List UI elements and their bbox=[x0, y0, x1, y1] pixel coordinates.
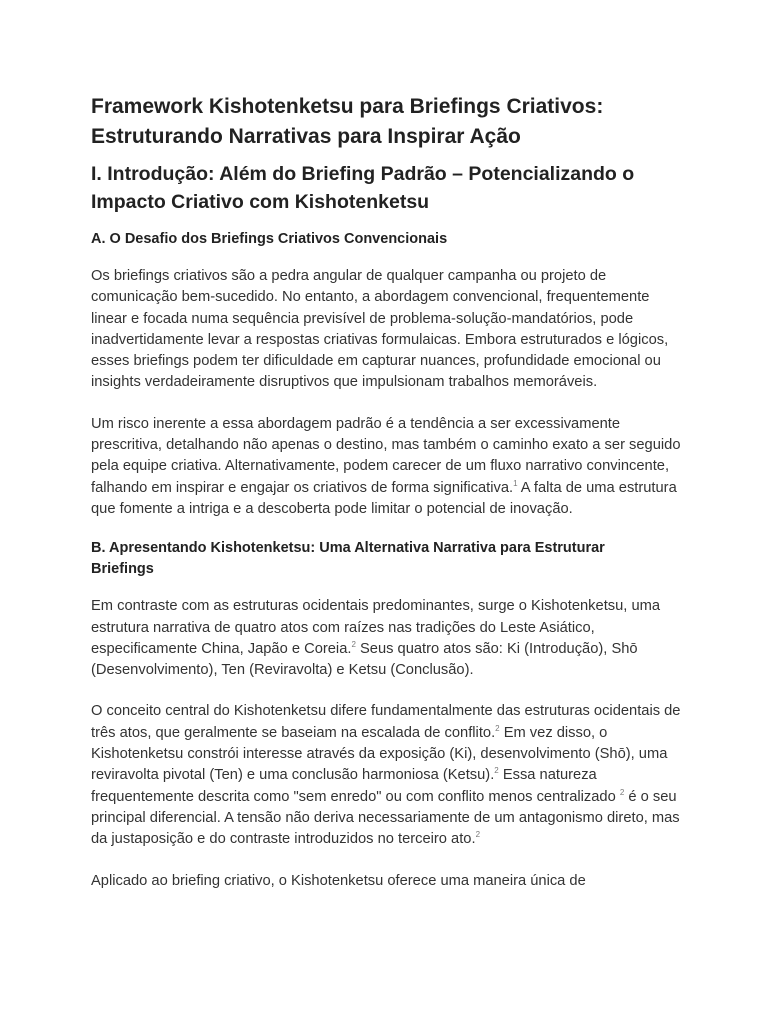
subsection-a-heading: A. O Desafio dos Briefings Criativos Convencionais bbox=[91, 231, 448, 247]
text-run: Em vez disso, o Kishotenketsu constrói interesse através da exposição (Ki), desenvolvimento (Shō), uma reviravolta pivotal (Ten) e uma conclusão harmoniosa (Ketsu). bbox=[91, 724, 668, 784]
text-run: Seus quatro atos são: Ki (Introdução), Shō (Desenvolvimento), Ten (Reviravolta) e Ketsu (Conclusão). bbox=[91, 640, 638, 679]
footnote-ref[interactable]: 2 bbox=[494, 766, 499, 776]
text-run: O conceito central do Kishotenketsu difere fundamentalmente das estruturas ocidentais de três atos, que geralmente se baseiam na escalada de conflito. bbox=[91, 703, 681, 741]
subsection-b-paragraph-2 bbox=[91, 701, 681, 850]
text-run: A falta de uma estrutura que fomente a intriga e a descoberta pode limitar o potencial de inovação. bbox=[91, 479, 677, 517]
footnote-ref[interactable]: 1 bbox=[513, 478, 518, 488]
subsection-a-paragraph-2 bbox=[91, 414, 681, 520]
subsection-a-paragraph-1: Os briefings criativos são a pedra angular de qualquer campanha ou projeto de comunicação bem-sucedido. No entanto, a abordagem convencional, frequentemente linear e focada numa sequência previsível de problema-solução-mandatórios, pode inadvertidamente levar a respostas criativas formulaicas. Embora estruturados e lógicos, esses briefings podem ter dificuldade em capturar nuances, profundidade emocional ou insights verdadeiramente disruptivos que impulsionam trabalhos memoráveis. bbox=[91, 268, 669, 391]
text-run: Em contraste com as estruturas ocidentais predominantes, surge o Kishotenketsu, uma estrutura narrativa de quatro atos com raízes nas tradições do Leste Asiático, especificamente China, Japão e Coreia. bbox=[91, 598, 661, 657]
subsection-b-paragraph-1 bbox=[91, 596, 681, 681]
document-title: Framework Kishotenketsu para Briefings Criativos: Estruturando Narrativas para Inspirar Ação bbox=[91, 95, 604, 148]
subsection-b-paragraph-3: Aplicado ao briefing criativo, o Kishotenketsu oferece uma maneira única de bbox=[91, 872, 586, 889]
subsection-b-heading: B. Apresentando Kishotenketsu: Uma Alternativa Narrativa para Estruturar Briefings bbox=[91, 540, 605, 578]
footnote-ref[interactable]: 2 bbox=[475, 830, 481, 840]
footnote-ref[interactable]: 2 bbox=[495, 723, 500, 733]
footnote-ref[interactable]: 2 bbox=[351, 639, 356, 649]
text-run: Um risco inerente a essa abordagem padrão é a tendência a ser excessivamente prescritiva, detalhando não apenas o destino, mas também o caminho exato a ser seguido pela equipe criativa. Alternativamente, podem carecer de um fluxo narrativo convincente, falhando em inspirar e engajar os criativos de forma significativa. bbox=[91, 415, 681, 496]
text-run: é o seu principal diferencial. A tensão não deriva necessariamente de um antagonismo direto, mas da justaposição e do contraste introduzidos no terceiro ato. bbox=[91, 788, 680, 848]
text-run: Essa natureza frequentemente descrita como "sem enredo" ou com conflito menos centralizado bbox=[91, 767, 620, 805]
footnote-ref[interactable]: 2 bbox=[619, 787, 625, 797]
section-heading: I. Introdução: Além do Briefing Padrão – Potencializando o Impacto Criativo com Kishotenketsu bbox=[91, 163, 635, 213]
